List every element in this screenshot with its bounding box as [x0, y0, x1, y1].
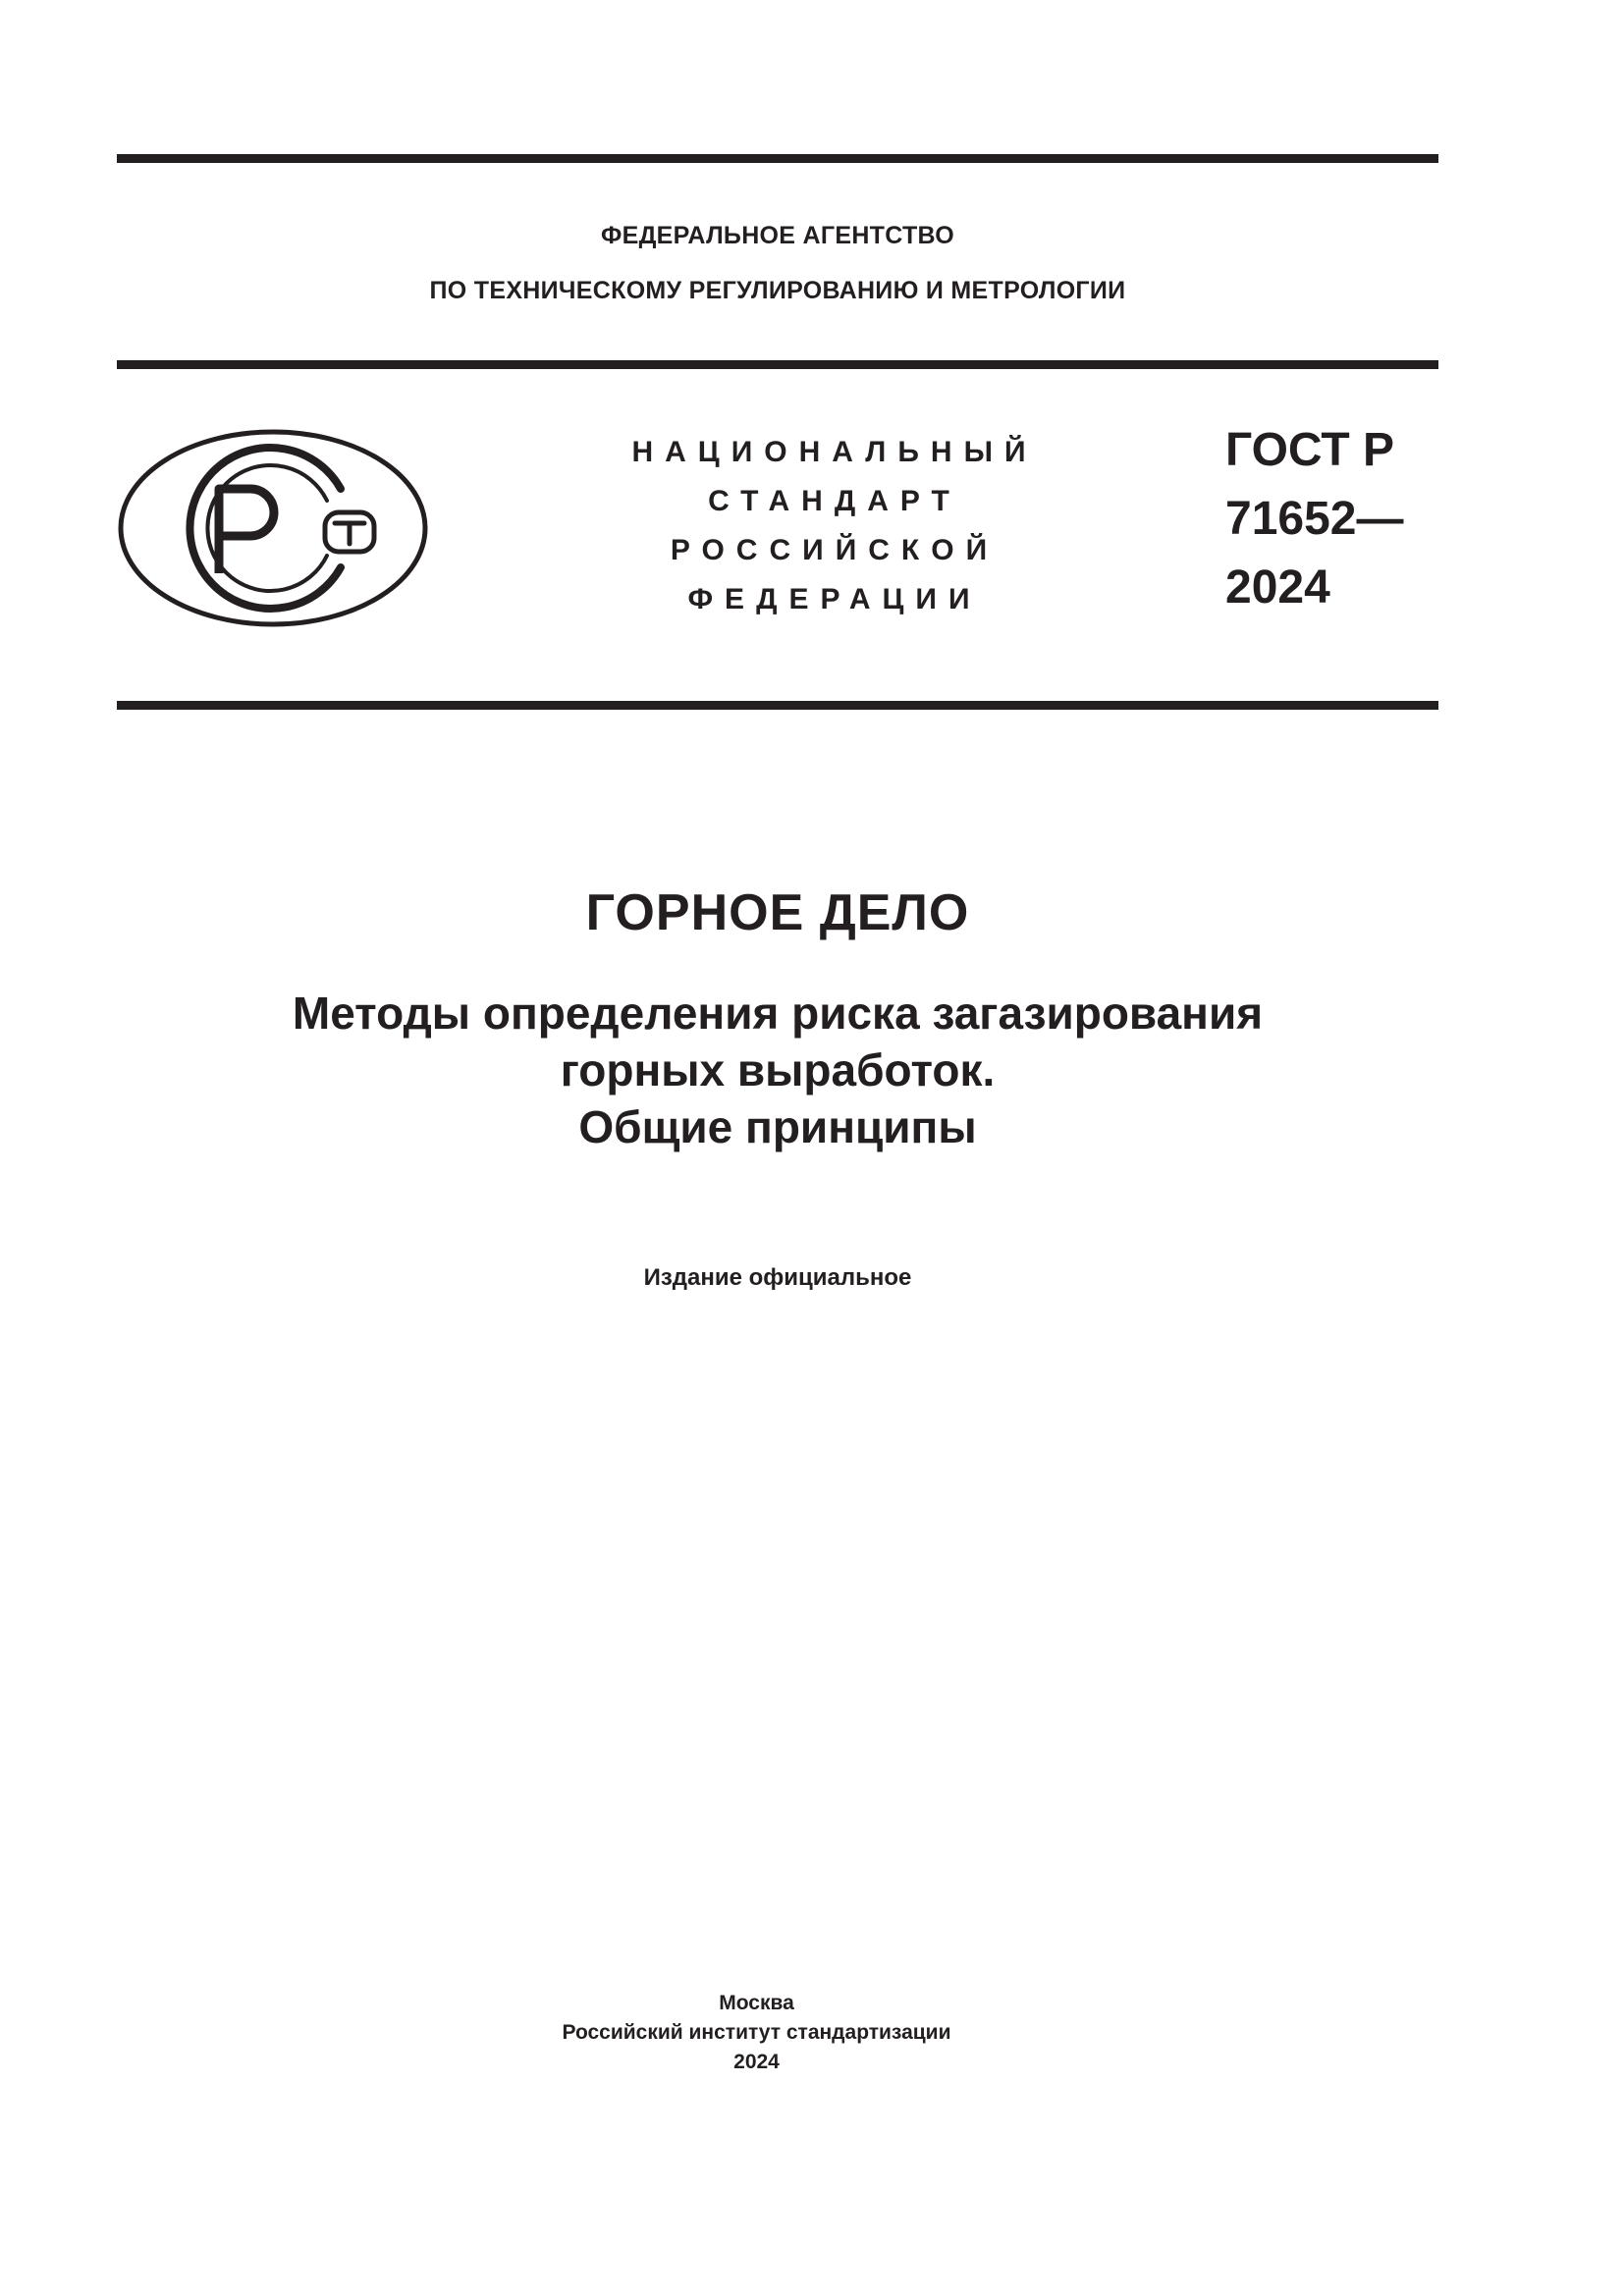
designation-line-3: 2024 — [1225, 561, 1330, 614]
standard-type-line-4: ФЕДЕРАЦИИ — [687, 583, 982, 615]
agency-name-line-1: ФЕДЕРАЛЬНОЕ АГЕНТСТВО — [600, 222, 955, 249]
bottom-rule — [117, 701, 1438, 710]
top-rule — [117, 154, 1438, 163]
standard-type-line-1: НАЦИОНАЛЬНЫЙ — [631, 436, 1038, 468]
subtitle-line-3: Общие принципы — [578, 1101, 977, 1152]
standard-designation — [1225, 416, 1403, 622]
standard-type-line-2: СТАНДАРТ — [708, 485, 961, 517]
standard-type-line-3: РОССИЙСКОЙ — [670, 534, 1000, 566]
imprint-city: Москва — [719, 1992, 794, 2014]
document-subtitle — [0, 985, 1555, 1155]
standard-type-block — [589, 428, 1080, 624]
designation-line-1: ГОСТ Р — [1225, 424, 1395, 476]
subtitle-line-2: горных выработок. — [560, 1044, 996, 1095]
imprint-block — [0, 1989, 1513, 2077]
rst-logo-icon — [117, 428, 429, 628]
subtitle-line-1: Методы определения риска загазирования — [292, 988, 1264, 1039]
imprint-publisher: Российский институт стандартизации — [562, 2021, 951, 2044]
designation-line-2: 71652— — [1225, 493, 1404, 545]
middle-rule — [117, 360, 1438, 369]
imprint-year: 2024 — [733, 2051, 780, 2073]
agency-name-line-2: ПО ТЕХНИЧЕСКОМУ РЕГУЛИРОВАНИЮ И МЕТРОЛОГИИ — [429, 277, 1126, 304]
document-title: ГОРНОЕ ДЕЛО — [585, 884, 970, 941]
edition-label: Издание официальное — [643, 1264, 912, 1291]
